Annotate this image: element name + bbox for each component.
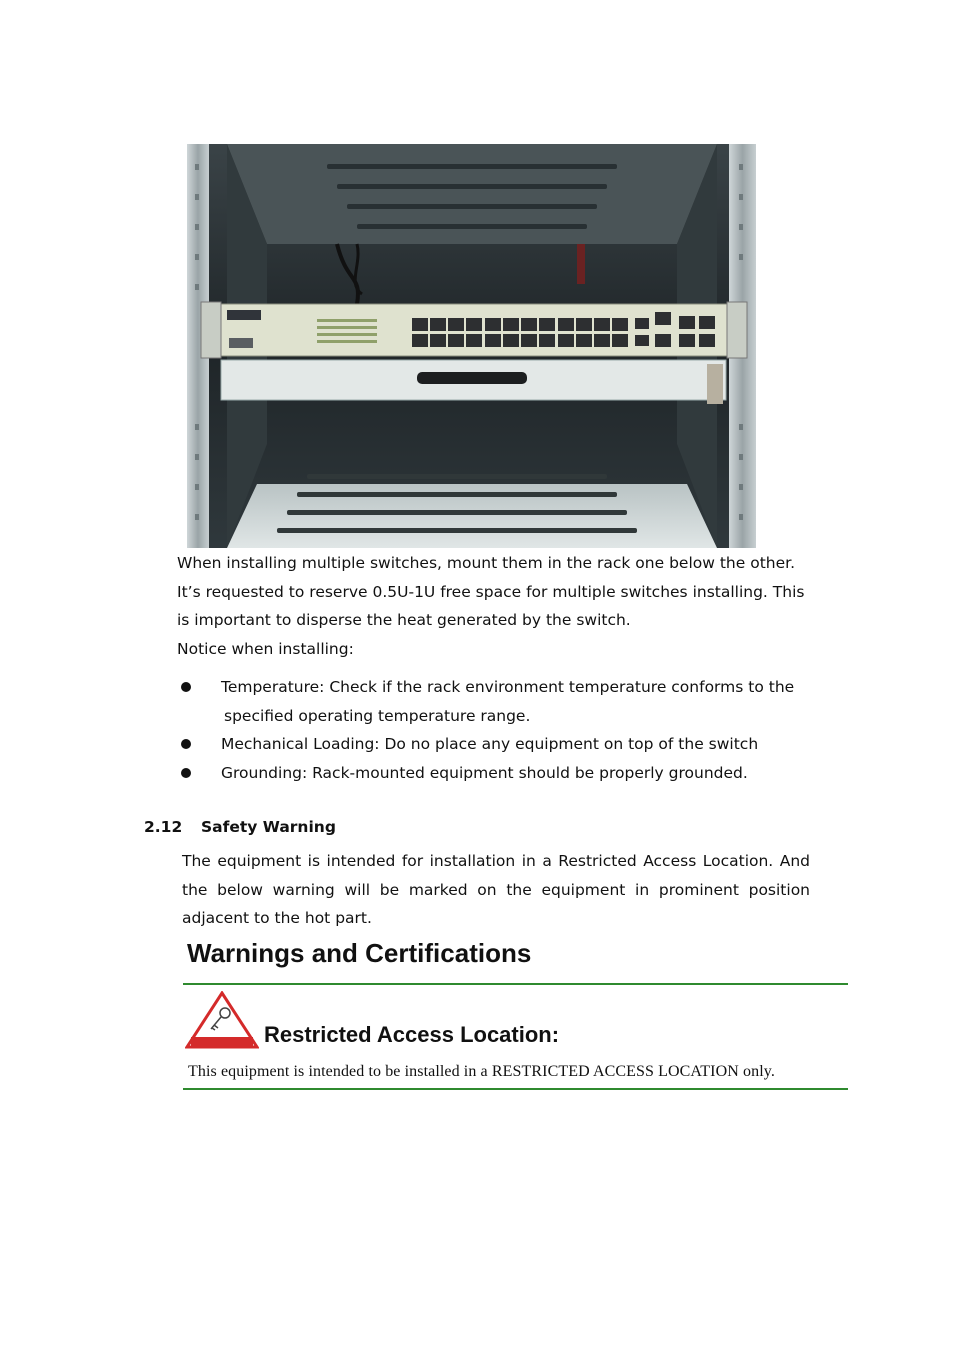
section-title: Safety Warning	[201, 818, 336, 836]
bullet-icon	[181, 682, 191, 692]
paragraph-line: Notice when installing:	[177, 640, 354, 659]
restricted-access-text: This equipment is intended to be installed in a RESTRICTED ACCESS LOCATION only.	[188, 1063, 775, 1080]
safety-paragraph: The equipment is intended for installation in a Restricted Access Location. And the below warning will be marked on the equipment in prominent position adjacent to the hot part.	[182, 852, 810, 928]
paragraph-line: It’s requested to reserve 0.5U-1U free space for multiple switches installing. This	[177, 582, 805, 601]
paragraph-line: When installing multiple switches, mount them in the rack one below the other.	[177, 554, 796, 572]
section-heading	[144, 818, 336, 836]
rack-illustration	[187, 144, 756, 548]
warnings-title: Warnings and Certifications	[187, 938, 532, 968]
restricted-access-heading: Restricted Access Location:	[264, 1022, 560, 1047]
list-item	[177, 759, 817, 788]
list-item	[177, 673, 817, 730]
paragraph-line: is important to disperse the heat generated by the switch.	[177, 611, 631, 630]
notice-list	[177, 673, 817, 788]
divider	[183, 1088, 848, 1090]
rack-switch-photo	[187, 144, 756, 548]
list-item	[177, 730, 817, 759]
warning-triangle-icon	[185, 991, 259, 1049]
bullet-icon	[181, 768, 191, 778]
list-item-text: Temperature: Check if the rack environment temperature conforms to the	[221, 678, 795, 696]
installation-paragraph	[177, 549, 817, 664]
bullet-icon	[181, 739, 191, 749]
divider	[183, 983, 848, 985]
list-item-text-continued: specified operating temperature range.	[224, 706, 531, 725]
list-item-text: Grounding: Rack-mounted equipment should be properly grounded.	[221, 764, 748, 783]
section-number: 2.12	[144, 818, 183, 836]
list-item-text: Mechanical Loading: Do no place any equipment on top of the switch	[221, 735, 759, 754]
